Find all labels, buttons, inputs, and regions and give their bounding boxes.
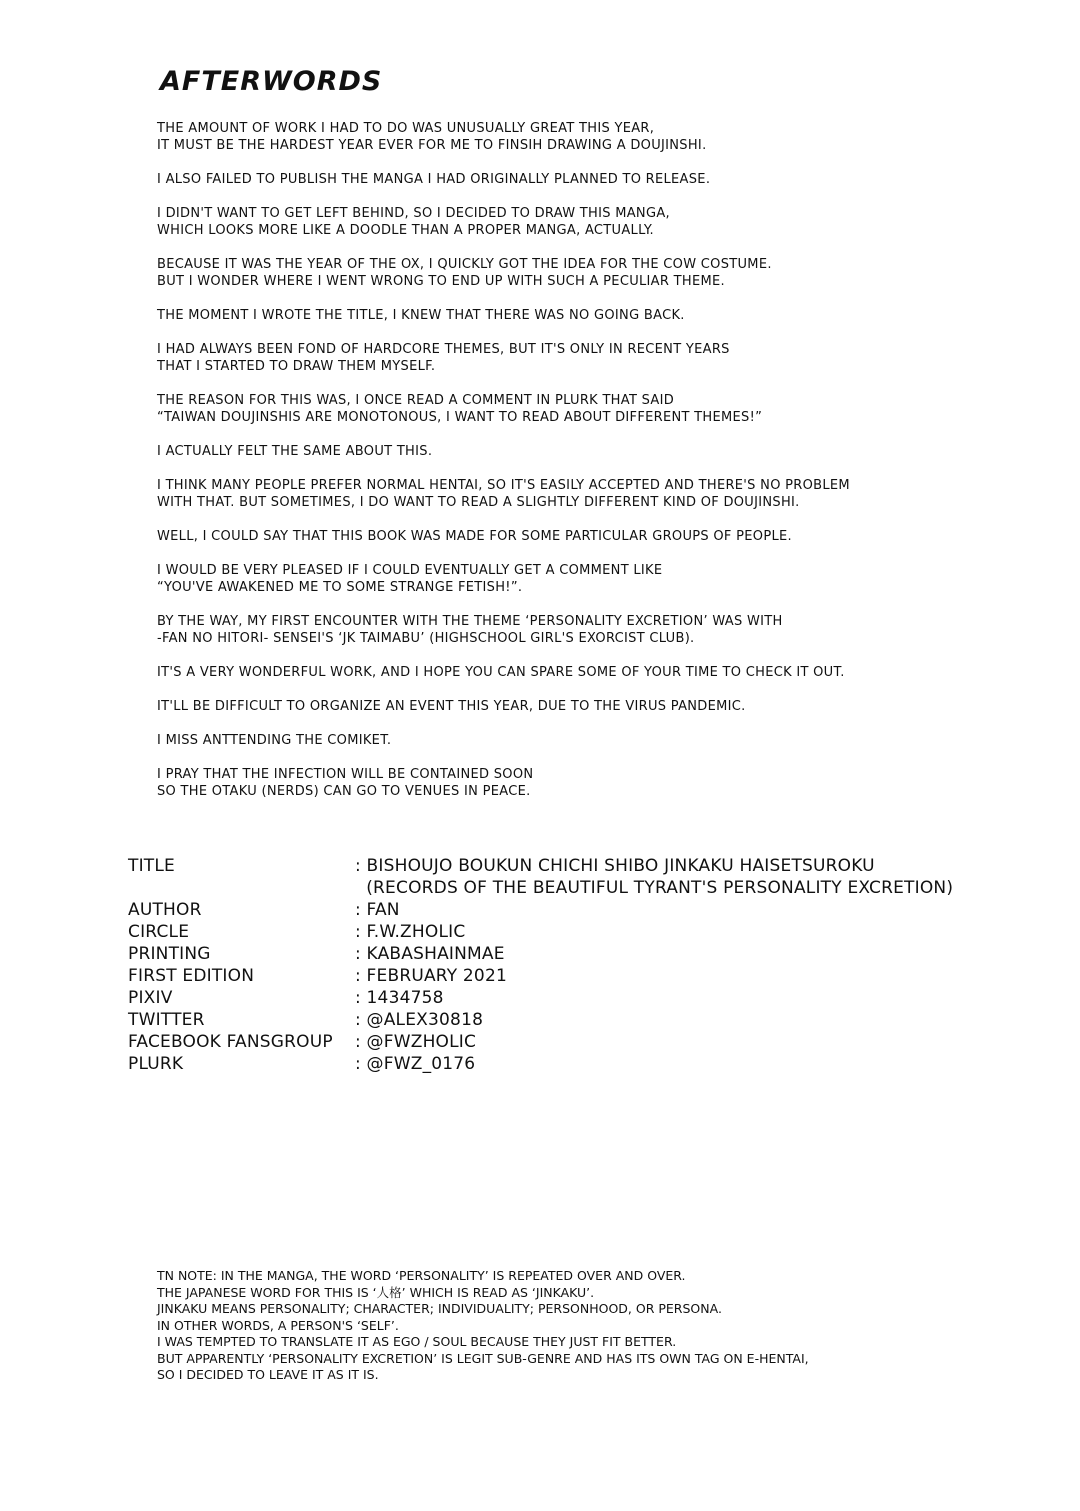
afterwords-paragraph (157, 766, 957, 800)
afterwords-paragraph (157, 664, 957, 681)
info-row (128, 943, 1028, 965)
tn-note-line: TN NOTE: IN THE MANGA, THE WORD ‘PERSONALITY’ IS REPEATED OVER AND OVER. (157, 1268, 686, 1283)
info-value-line: : @ALEX30818 (355, 1010, 484, 1030)
tn-note-line: JINKAKU MEANS PERSONALITY; CHARACTER; INDIVIDUALITY; PERSONHOOD, OR PERSONA. (157, 1301, 722, 1316)
paragraph-line: SO THE OTAKU (NERDS) CAN GO TO VENUES IN PEACE. (157, 784, 531, 799)
afterwords-text (157, 120, 957, 817)
afterwords-paragraph (157, 205, 957, 239)
book-info-table (128, 855, 1028, 1075)
paragraph-line: “TAIWAN DOUJINSHIS ARE MONOTONOUS, I WANT TO READ ABOUT DIFFERENT THEMES!” (157, 410, 763, 425)
paragraph-line: THE REASON FOR THIS WAS, I ONCE READ A COMMENT IN PLURK THAT SAID (157, 393, 675, 408)
afterwords-paragraph (157, 528, 957, 545)
afterwords-paragraph (157, 698, 957, 715)
paragraph-line: BY THE WAY, MY FIRST ENCOUNTER WITH THE THEME ‘PERSONALITY EXCRETION’ WAS WITH (157, 614, 783, 629)
info-row (128, 1009, 1028, 1031)
paragraph-line: I DIDN'T WANT TO GET LEFT BEHIND, SO I DECIDED TO DRAW THIS MANGA, (157, 206, 670, 221)
info-label: CIRCLE (128, 922, 190, 942)
info-value-line: : KABASHAINMAE (355, 944, 505, 964)
info-row (128, 899, 1028, 921)
paragraph-line: THE AMOUNT OF WORK I HAD TO DO WAS UNUSUALLY GREAT THIS YEAR, (157, 121, 655, 136)
tn-note-line: I WAS TEMPTED TO TRANSLATE IT AS EGO / SOUL BECAUSE THEY JUST FIT BETTER. (157, 1334, 677, 1349)
info-row (128, 1031, 1028, 1053)
paragraph-line: IT MUST BE THE HARDEST YEAR EVER FOR ME TO FINSIH DRAWING A DOUJINSHI. (157, 138, 707, 153)
afterwords-paragraph (157, 477, 957, 511)
paragraph-line: I ALSO FAILED TO PUBLISH THE MANGA I HAD ORIGINALLY PLANNED TO RELEASE. (157, 172, 711, 187)
info-value-line: : F.W.ZHOLIC (355, 922, 466, 942)
info-value (355, 1031, 476, 1053)
info-value (355, 1009, 483, 1031)
info-value (355, 899, 400, 921)
info-value (355, 943, 505, 965)
tn-note-line: BUT APPARENTLY ‘PERSONALITY EXCRETION’ IS LEGIT SUB-GENRE AND HAS ITS OWN TAG ON E-HENTAI, (157, 1350, 809, 1366)
afterwords-paragraph (157, 392, 957, 426)
afterwords-paragraph (157, 443, 957, 460)
info-row (128, 1053, 1028, 1075)
info-value (355, 921, 465, 943)
afterwords-paragraph (157, 256, 957, 290)
afterwords-paragraph (157, 171, 957, 188)
info-row (128, 987, 1028, 1009)
afterwords-paragraph (157, 562, 957, 596)
paragraph-line: I ACTUALLY FELT THE SAME ABOUT THIS. (157, 444, 433, 459)
paragraph-line: I PRAY THAT THE INFECTION WILL BE CONTAINED SOON (157, 767, 534, 782)
paragraph-line: -FAN NO HITORI- SENSEI'S ‘JK TAIMABU’ (HIGHSCHOOL GIRL'S EXORCIST CLUB). (157, 631, 695, 646)
tn-note-line: SO I DECIDED TO LEAVE IT AS IT IS. (157, 1367, 379, 1382)
afterwords-paragraph (157, 307, 957, 324)
info-label: PIXIV (128, 988, 173, 1008)
paragraph-line: “YOU'VE AWAKENED ME TO SOME STRANGE FETISH!”. (157, 580, 523, 595)
info-row (128, 855, 1028, 899)
info-value (355, 1053, 475, 1075)
afterwords-paragraph (157, 732, 957, 749)
info-label: FIRST EDITION (128, 966, 255, 986)
paragraph-line: BECAUSE IT WAS THE YEAR OF THE OX, I QUICKLY GOT THE IDEA FOR THE COW COSTUME. (157, 257, 772, 272)
info-label: TWITTER (128, 1010, 205, 1030)
info-value-line: : FEBRUARY 2021 (355, 966, 507, 986)
info-label: PLURK (128, 1054, 184, 1074)
info-value (355, 855, 953, 899)
afterwords-paragraph (157, 613, 957, 647)
info-value-line: : 1434758 (355, 988, 444, 1008)
paragraph-line: BUT I WONDER WHERE I WENT WRONG TO END UP WITH SUCH A PECULIAR THEME. (157, 274, 725, 289)
paragraph-line: WELL, I COULD SAY THAT THIS BOOK WAS MADE FOR SOME PARTICULAR GROUPS OF PEOPLE. (157, 529, 792, 544)
info-row (128, 921, 1028, 943)
paragraph-line: IT'LL BE DIFFICULT TO ORGANIZE AN EVENT THIS YEAR, DUE TO THE VIRUS PANDEMIC. (157, 699, 746, 714)
paragraph-line: THAT I STARTED TO DRAW THEM MYSELF. (157, 359, 436, 374)
paragraph-line: I HAD ALWAYS BEEN FOND OF HARDCORE THEMES, BUT IT'S ONLY IN RECENT YEARS (157, 342, 730, 357)
info-value (355, 965, 507, 987)
info-value (355, 987, 444, 1009)
paragraph-line: I WOULD BE VERY PLEASED IF I COULD EVENTUALLY GET A COMMENT LIKE (157, 563, 663, 578)
paragraph-line: IT'S A VERY WONDERFUL WORK, AND I HOPE YOU CAN SPARE SOME OF YOUR TIME TO CHECK IT OUT. (157, 665, 845, 680)
afterwords-paragraph (157, 120, 957, 154)
info-label: AUTHOR (128, 900, 202, 920)
info-value-line: : @FWZHOLIC (355, 1032, 477, 1052)
tn-note-line: IN OTHER WORDS, A PERSON'S ‘SELF’. (157, 1317, 399, 1333)
info-value-line: : @FWZ_0176 (355, 1054, 476, 1074)
info-label: FACEBOOK FANSGROUP (128, 1032, 333, 1052)
paragraph-line: I THINK MANY PEOPLE PREFER NORMAL HENTAI, SO IT'S EASILY ACCEPTED AND THERE'S NO PROBLEM (157, 478, 850, 493)
info-row (128, 965, 1028, 987)
paragraph-line: I MISS ANTTENDING THE COMIKET. (157, 733, 392, 748)
info-value-line: (RECORDS OF THE BEAUTIFUL TYRANT'S PERSONALITY EXCRETION) (355, 878, 954, 898)
page-title: AFTERWORDS (160, 66, 383, 97)
afterwords-paragraph (157, 341, 957, 375)
translator-note (157, 1268, 977, 1384)
info-label: TITLE (128, 856, 175, 876)
info-value-line: : FAN (355, 900, 400, 920)
info-label: PRINTING (128, 944, 211, 964)
paragraph-line: THE MOMENT I WROTE THE TITLE, I KNEW THAT THERE WAS NO GOING BACK. (157, 308, 685, 323)
paragraph-line: WITH THAT. BUT SOMETIMES, I DO WANT TO READ A SLIGHTLY DIFFERENT KIND OF DOUJINSHI. (157, 495, 800, 510)
paragraph-line: WHICH LOOKS MORE LIKE A DOODLE THAN A PROPER MANGA, ACTUALLY. (157, 223, 654, 238)
tn-note-line: THE JAPANESE WORD FOR THIS IS ‘人格’ WHICH IS READ AS ‘JINKAKU’. (157, 1284, 595, 1300)
info-value-line: : BISHOUJO BOUKUN CHICHI SHIBO JINKAKU HAISETSUROKU (355, 856, 875, 876)
